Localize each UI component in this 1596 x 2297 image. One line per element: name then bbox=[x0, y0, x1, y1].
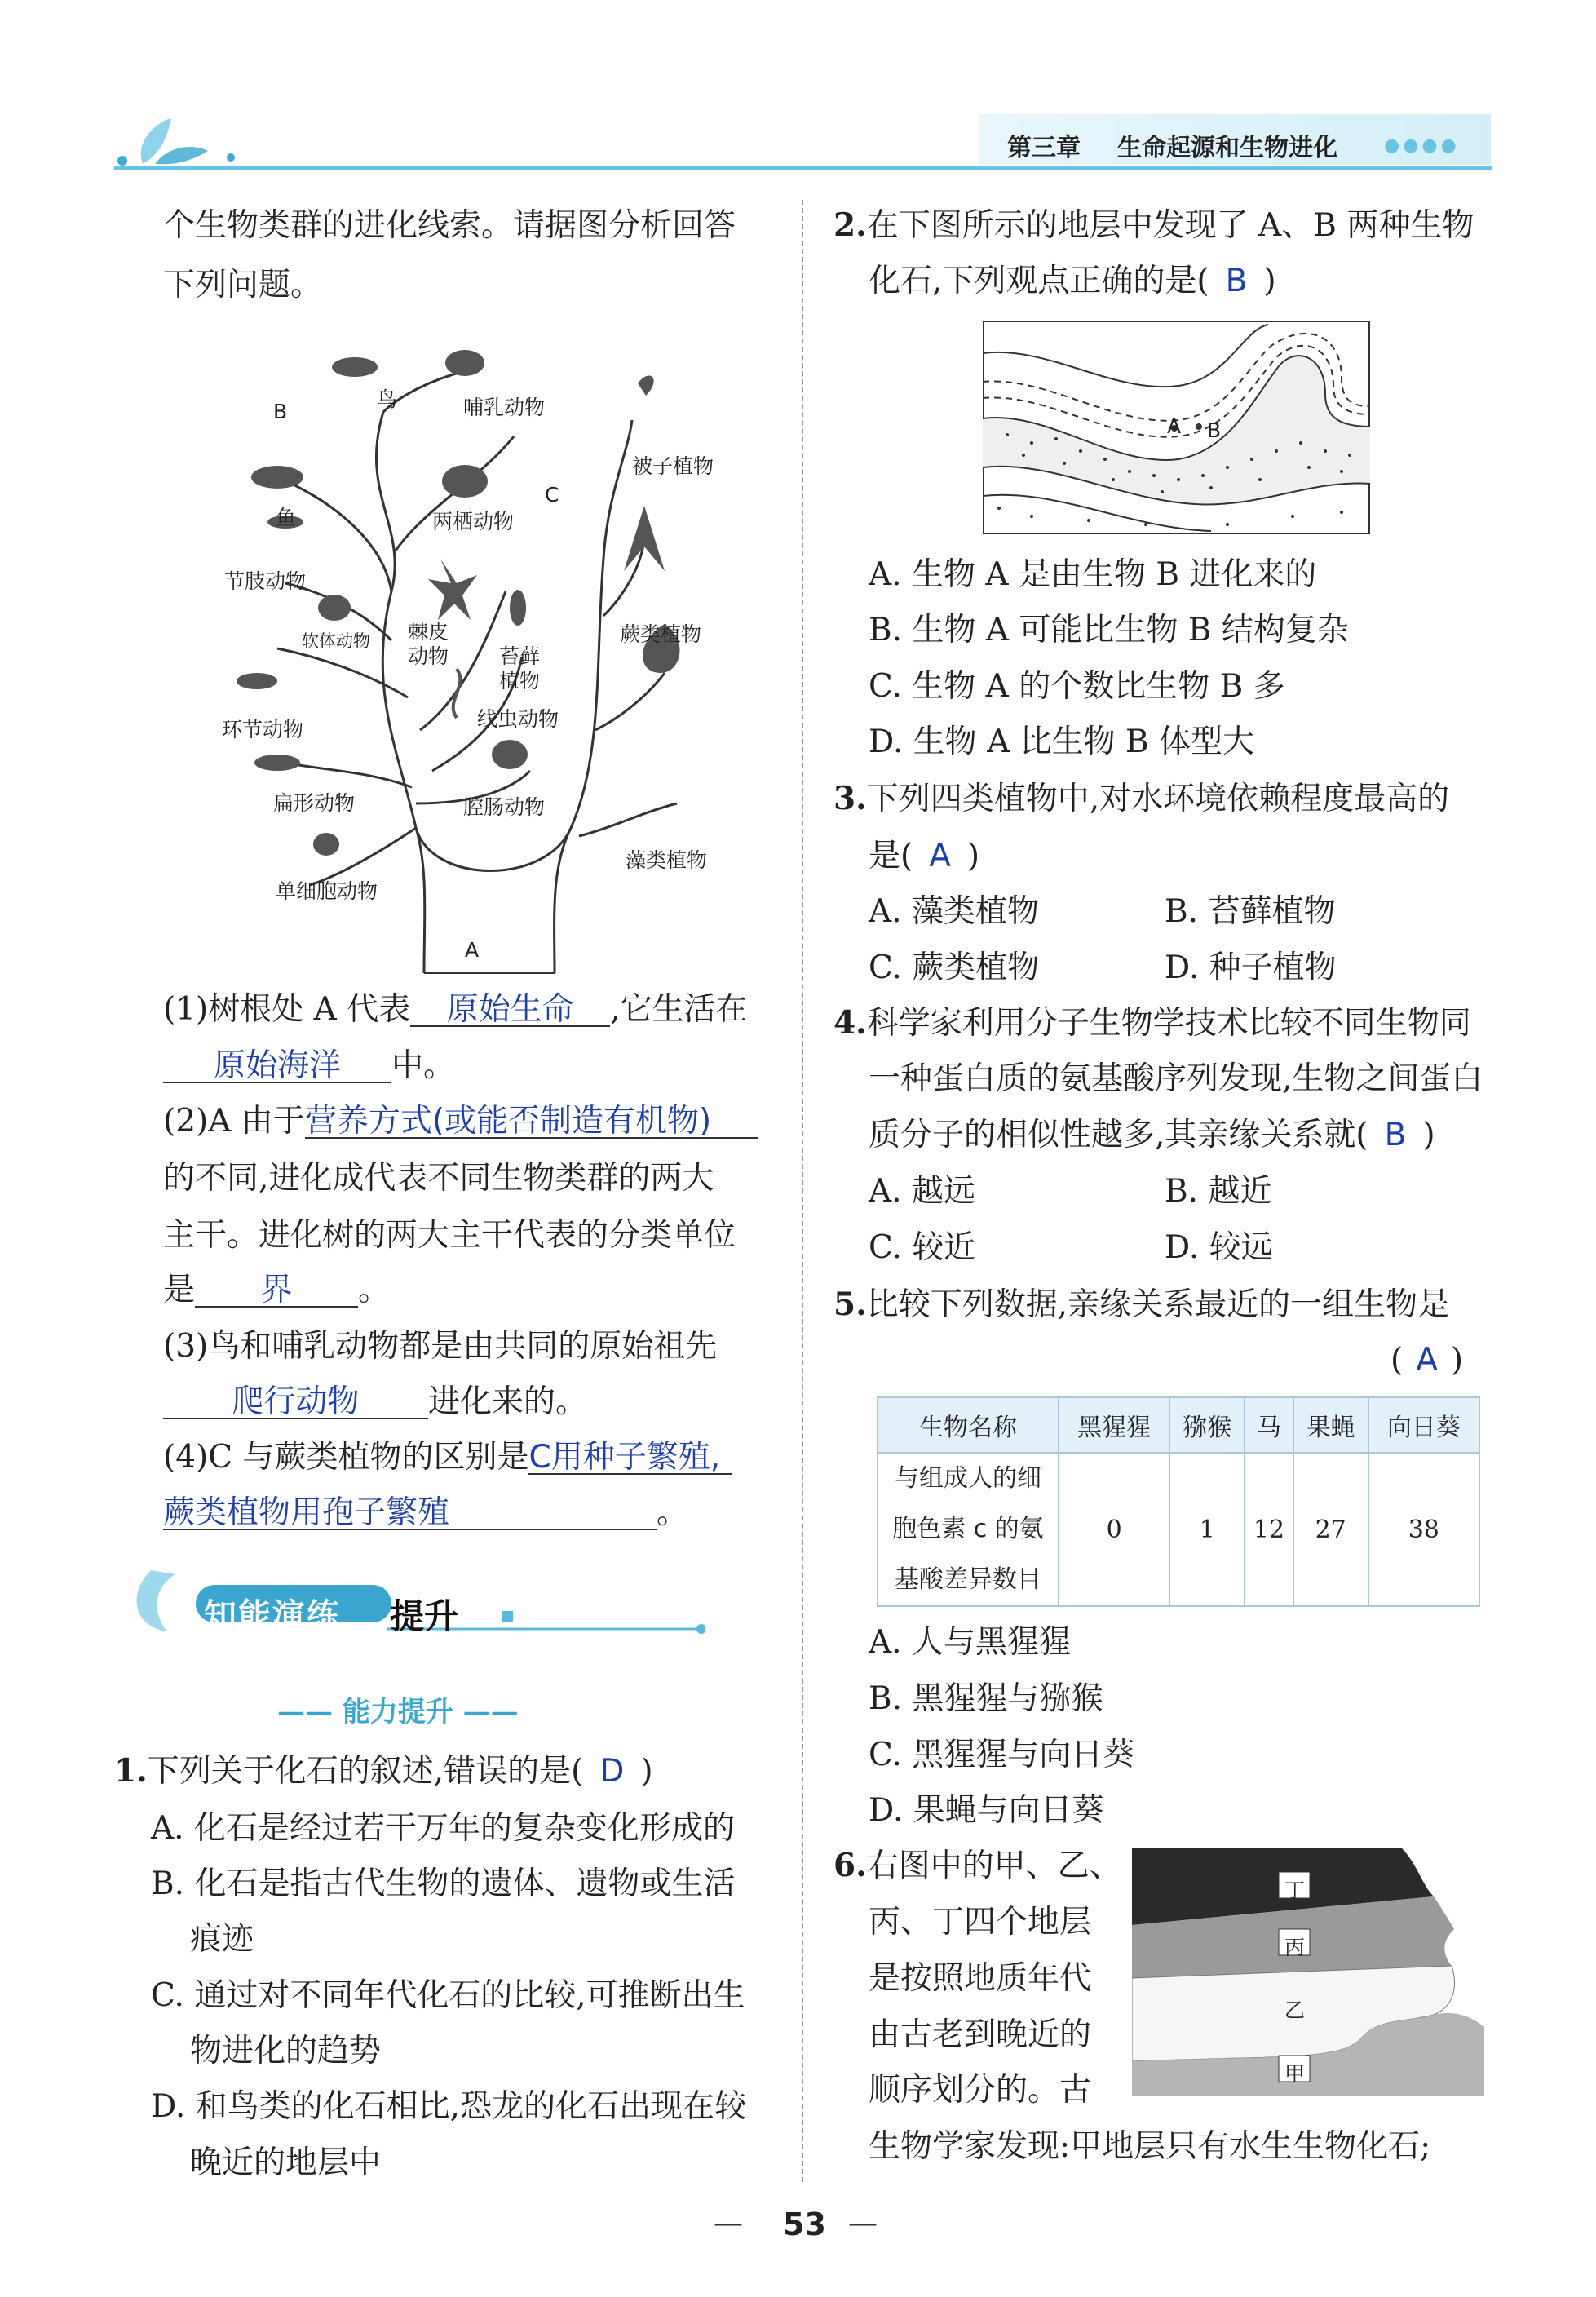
mc5-line-1: 5.比较下列数据,亲缘关系最近的一组生物是 bbox=[833, 1286, 1450, 1323]
mc2-line-1: 2.在下图所示的地层中发现了 A、B 两种生物 bbox=[833, 206, 1474, 244]
tree-label-fern: 蕨类植物 bbox=[620, 622, 702, 646]
layer-label-ding: 丁 bbox=[1284, 1879, 1306, 1902]
page-number-rule-right: — bbox=[848, 2206, 878, 2240]
mc6-line-1: 6.右图中的甲、乙、 bbox=[833, 1847, 1121, 1884]
tree-label-moss-2: 植物 bbox=[499, 669, 541, 693]
mc6-line-3: 是按照地质年代 bbox=[869, 1960, 1092, 1997]
mc6-line-2: 丙、丁四个地层 bbox=[869, 1904, 1092, 1941]
mc1-stem: 1.下列关于化石的叙述,错误的是( D ) bbox=[114, 1752, 653, 1790]
tree-label-algae: 藻类植物 bbox=[626, 848, 708, 872]
table-cell: 0 bbox=[1059, 1453, 1169, 1606]
mc6-line-6: 生物学家发现:甲地层只有水生生物化石; bbox=[869, 2128, 1431, 2165]
q4-answer-2[interactable]: 蕨类植物用孢子繁殖 bbox=[163, 1494, 450, 1531]
header-title: 生命起源和生物进化 bbox=[1117, 134, 1337, 162]
mc3-option-a[interactable]: A. 藻类植物 bbox=[869, 893, 1039, 930]
mc1-option-d[interactable]: D. 和鸟类的化石相比,恐龙的化石出现在较 bbox=[151, 2088, 747, 2125]
tree-label-root: A bbox=[465, 938, 480, 962]
q2-line-4: 是 界 。 bbox=[163, 1272, 391, 1308]
layer-label-bing: 丙 bbox=[1284, 1936, 1306, 1959]
table-cell: 1 bbox=[1169, 1453, 1245, 1606]
tree-label-fish: 鱼 bbox=[276, 506, 297, 529]
section-subtitle: —— 能力提升 —— bbox=[277, 1696, 519, 1728]
q2-answer-1[interactable]: 营养方式(或能否制造有机物) bbox=[304, 1103, 712, 1140]
table-row bbox=[878, 1453, 1479, 1606]
table-header-cell: 生物名称 bbox=[878, 1397, 1059, 1453]
mc2-option-c[interactable]: C. 生物 A 的个数比生物 B 多 bbox=[869, 668, 1285, 705]
q2-line-1: (2)A 由于营养方式(或能否制造有机物) bbox=[163, 1105, 758, 1139]
q1-line-1: (1)树根处 A 代表 原始生命 ,它生活在 bbox=[163, 991, 748, 1028]
tree-label-c: C bbox=[545, 483, 559, 507]
mc3-answer[interactable]: A bbox=[929, 838, 951, 874]
tree-label-flatworm: 扁形动物 bbox=[273, 791, 356, 815]
mc4-option-a[interactable]: A. 越远 bbox=[869, 1173, 975, 1210]
mc6-line-5: 顺序划分的。古 bbox=[869, 2072, 1092, 2109]
table-cell: 38 bbox=[1368, 1453, 1479, 1606]
mc3-line-2: 是( A ) bbox=[869, 838, 980, 874]
header-rule bbox=[114, 166, 1492, 170]
q1-answer-2[interactable]: 原始海洋 bbox=[213, 1047, 341, 1084]
page-number: 53 bbox=[783, 2206, 826, 2242]
q1-line-2: 原始海洋 中。 bbox=[163, 1050, 455, 1083]
mc2-answer[interactable]: B bbox=[1225, 263, 1248, 299]
mc2-option-d[interactable]: D. 生物 A 比生物 B 体型大 bbox=[869, 724, 1255, 760]
mc1-answer[interactable]: D bbox=[599, 1753, 625, 1790]
table-header-cell: 马 bbox=[1245, 1397, 1293, 1453]
q3-line-1: (3)鸟和哺乳动物都是由共同的原始祖先 bbox=[163, 1328, 718, 1365]
table-row-label: 与组成人的细 胞色素 c 的氨 基酸差异数目 bbox=[878, 1453, 1059, 1606]
mc4-option-d[interactable]: D. 较远 bbox=[1165, 1229, 1273, 1266]
mc4-option-b[interactable]: B. 越近 bbox=[1165, 1173, 1272, 1210]
mc3-line-1: 3.下列四类植物中,对水环境依赖程度最高的 bbox=[833, 780, 1450, 817]
table-header-cell: 向日葵 bbox=[1368, 1397, 1479, 1453]
table-cell: 12 bbox=[1245, 1453, 1293, 1606]
mc1-option-b-cont: 痕迹 bbox=[190, 1921, 254, 1958]
strata-label-b: B bbox=[1207, 418, 1222, 442]
tree-label-mammal: 哺乳动物 bbox=[463, 396, 546, 419]
mc4-line-1: 4.科学家利用分子生物学技术比较不同生物同 bbox=[833, 1004, 1471, 1042]
tree-label-moss-1: 苔藓 bbox=[499, 644, 541, 668]
cytochrome-table bbox=[877, 1396, 1480, 1607]
mc2-option-b[interactable]: B. 生物 A 可能比生物 B 结构复杂 bbox=[869, 612, 1349, 648]
tree-label-protozoa: 单细胞动物 bbox=[276, 879, 378, 903]
q4-answer-1[interactable]: C用种子繁殖, bbox=[528, 1439, 721, 1476]
q2-answer-2[interactable]: 界 bbox=[260, 1272, 293, 1308]
mc5-option-a[interactable]: A. 人与黑猩猩 bbox=[869, 1624, 1071, 1661]
q4-line-2: 蕨类植物用孢子繁殖 。 bbox=[163, 1494, 689, 1531]
header-dots: ●●●● bbox=[1384, 135, 1460, 156]
mc1-option-b[interactable]: B. 化石是指古代生物的遗体、遗物或生活 bbox=[151, 1865, 736, 1902]
header-decoration bbox=[110, 110, 241, 175]
mc2-option-a[interactable]: A. 生物 A 是由生物 B 进化来的 bbox=[869, 556, 1317, 593]
tree-label-nematode: 线虫动物 bbox=[477, 707, 559, 731]
tree-label-coelenterate: 腔肠动物 bbox=[463, 795, 546, 819]
mc5-option-b[interactable]: B. 黑猩猩与猕猴 bbox=[869, 1680, 1103, 1717]
q4-line-1: (4)C 与蕨类植物的区别是C用种子繁殖, bbox=[163, 1441, 732, 1475]
mc1-option-c-cont: 物进化的趋势 bbox=[190, 2033, 382, 2069]
mc6-line-4: 由古老到晚近的 bbox=[869, 2016, 1092, 2053]
table-header-row bbox=[878, 1397, 1479, 1453]
table-header-cell: 黑猩猩 bbox=[1059, 1397, 1169, 1453]
q2-line-3: 主干。进化树的两大主干代表的分类单位 bbox=[163, 1217, 736, 1254]
tree-label-b: B bbox=[273, 400, 288, 423]
mc1-option-a[interactable]: A. 化石是经过若干万年的复杂变化形成的 bbox=[151, 1810, 735, 1847]
mc3-option-c[interactable]: C. 蕨类植物 bbox=[869, 949, 1040, 986]
mc3-option-b[interactable]: B. 苔藓植物 bbox=[1165, 893, 1336, 930]
tree-label-arthropod: 节肢动物 bbox=[224, 569, 307, 593]
mc3-option-d[interactable]: D. 种子植物 bbox=[1165, 949, 1337, 986]
layer-label-yi: 乙 bbox=[1284, 1998, 1306, 2022]
mc5-option-d[interactable]: D. 果蝇与向日葵 bbox=[869, 1792, 1104, 1829]
tree-label-amphibian: 两栖动物 bbox=[432, 510, 515, 533]
tree-label-annelid: 环节动物 bbox=[222, 718, 304, 741]
tree-label-mollusk: 软体动物 bbox=[302, 631, 370, 651]
section-banner-title-2: 提升 bbox=[390, 1596, 459, 1636]
table-cell: 27 bbox=[1293, 1453, 1368, 1606]
intro-line-1: 个生物类群的进化线索。请据图分析回答 bbox=[163, 207, 736, 244]
q2-line-2: 的不同,进化成代表不同生物类群的两大 bbox=[163, 1160, 714, 1197]
layer-label-jia: 甲 bbox=[1284, 2062, 1306, 2086]
section-banner-title: 知能演练 bbox=[204, 1597, 341, 1635]
q3-line-2: 爬行动物 进化来的。 bbox=[163, 1386, 587, 1419]
mc1-option-c[interactable]: C. 通过对不同年代化石的比较,可推断出生 bbox=[151, 1977, 745, 2014]
q3-answer[interactable]: 爬行动物 bbox=[232, 1383, 360, 1420]
page-number-rule-left: — bbox=[714, 2206, 743, 2240]
column-divider bbox=[802, 200, 803, 2182]
mc4-line-2: 一种蛋白质的氨基酸序列发现,生物之间蛋白 bbox=[869, 1060, 1483, 1097]
tree-label-echinoderm-2: 动物 bbox=[408, 644, 449, 668]
table-header-cell: 果蝇 bbox=[1293, 1397, 1368, 1453]
mc4-line-3: 质分子的相似性越多,其亲缘关系就( B ) bbox=[869, 1117, 1435, 1153]
tree-label-angiosperm: 被子植物 bbox=[632, 454, 714, 478]
mc2-line-2: 化石,下列观点正确的是( B ) bbox=[869, 263, 1276, 299]
mc5-answer-bracket: ( A ) bbox=[1390, 1342, 1464, 1379]
table-header-cell: 猕猴 bbox=[1169, 1397, 1245, 1453]
mc5-answer[interactable]: A bbox=[1416, 1342, 1438, 1379]
mc4-answer[interactable]: B bbox=[1384, 1117, 1407, 1153]
header-chapter: 第三章 bbox=[1007, 134, 1081, 162]
tree-label-bird: 鸟 bbox=[377, 387, 398, 411]
strata-label-a: A bbox=[1167, 414, 1182, 438]
mc5-option-c[interactable]: C. 黑猩猩与向日葵 bbox=[869, 1737, 1135, 1773]
mc4-option-c[interactable]: C. 较近 bbox=[869, 1229, 976, 1266]
mc1-option-d-cont: 晚近的地层中 bbox=[190, 2144, 382, 2181]
tree-label-echinoderm-1: 棘皮 bbox=[408, 620, 449, 644]
intro-line-2: 下列问题。 bbox=[163, 267, 323, 303]
geologic-layers-figure bbox=[1132, 1848, 1484, 2096]
q1-answer-1[interactable]: 原始生命 bbox=[446, 991, 574, 1028]
